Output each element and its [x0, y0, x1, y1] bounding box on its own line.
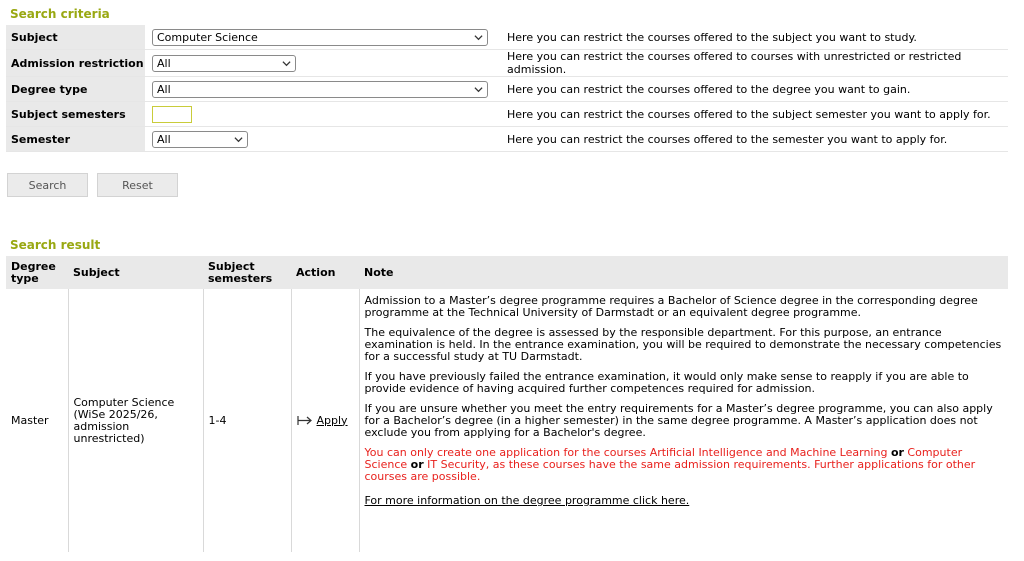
semester-value: All	[157, 132, 171, 146]
semester-hint: Here you can restrict the courses offered to the semester you want to apply for.	[501, 127, 1008, 152]
note-paragraph: The equivalence of the degree is assessed by the responsible department. For this purpose, an entrance examination is held. In the entrance examination, you will be required to demonstrate the necessary competencies for a successful study at TU Darmstadt.	[364, 326, 1002, 363]
subject-select-value: Computer Science	[157, 30, 258, 44]
cell-subject: Computer Science (WiSe 2025/26, admission unrestricted)	[68, 289, 203, 552]
chevron-down-icon	[474, 85, 483, 94]
or-text: or	[410, 458, 424, 471]
degree-type-hint: Here you can restrict the courses offered to the degree you want to gain.	[501, 77, 1008, 102]
degree-type-label: Degree type	[6, 77, 145, 102]
search-result-table	[6, 256, 1008, 552]
subject-select[interactable]	[152, 29, 488, 46]
note-paragraph: If you are unsure whether you meet the entry requirements for a Master’s degree programme, you can also apply for a Bachelor’s degree (in a higher semester) in the same degree programme. A Master’s application does not exclude you from applying for a Bachelor's degree.	[364, 402, 993, 439]
subject-label: Subject	[6, 25, 145, 50]
col-subject: Subject	[68, 256, 203, 289]
subject-semesters-hint: Here you can restrict the courses offered to the subject semester you want to apply for.	[501, 102, 1008, 127]
admission-restriction-select[interactable]	[152, 55, 296, 72]
col-subject-semesters: Subject semesters	[203, 256, 291, 289]
col-action: Action	[291, 256, 359, 289]
apply-link[interactable]	[297, 414, 348, 427]
semester-select[interactable]	[152, 131, 248, 148]
warning-text: IT Security, as these courses have the same admission requirements. Further applications for other courses are possible.	[364, 458, 976, 483]
cell-note	[359, 289, 1008, 552]
criteria-row-subject	[6, 25, 1008, 50]
subject-semesters-label: Subject semesters	[6, 102, 145, 127]
search-button[interactable]: Search	[7, 173, 88, 197]
arrow-right-icon	[297, 415, 313, 426]
criteria-row-degree-type	[6, 77, 1008, 102]
admission-restriction-hint: Here you can restrict the courses offered to courses with unrestricted or restricted admission.	[501, 50, 1008, 77]
search-criteria-title: Search criteria	[10, 7, 110, 21]
chevron-down-icon	[282, 59, 291, 68]
search-result-title: Search result	[10, 238, 101, 252]
semester-label: Semester	[6, 127, 145, 152]
subject-semesters-input[interactable]	[152, 106, 192, 123]
reset-button[interactable]: Reset	[97, 173, 178, 197]
note-warning	[365, 447, 1004, 483]
note-paragraph: If you have previously failed the entrance examination, it would only make sense to reapply if you are able to provide evidence of having acquired further competences required for admission.	[364, 370, 969, 395]
warning-text: You can only create one application for the courses Artificial Intelligence and Machine Learning	[364, 446, 888, 459]
subject-hint: Here you can restrict the courses offered to the subject you want to study.	[501, 25, 1008, 50]
cell-semesters: 1-4	[203, 289, 291, 552]
degree-type-value: All	[157, 82, 171, 96]
admission-restriction-value: All	[157, 56, 171, 70]
apply-link-label: Apply	[316, 413, 348, 427]
degree-type-select[interactable]	[152, 81, 488, 98]
col-note: Note	[359, 256, 1008, 289]
result-header-row	[6, 256, 1008, 289]
criteria-row-semester	[6, 127, 1008, 152]
chevron-down-icon	[474, 33, 483, 42]
table-row	[6, 289, 1008, 552]
criteria-row-subject-semesters	[6, 102, 1008, 127]
warning-text: Computer Science	[364, 446, 963, 471]
cell-degree-type: Master	[6, 289, 68, 552]
or-text: or	[890, 446, 904, 459]
note-paragraph: Admission to a Master’s degree programme requires a Bachelor of Science degree in the corresponding degree programme at the Technical University of Darmstadt or an equivalent degree programme.	[364, 294, 978, 319]
search-criteria-table	[6, 25, 1008, 152]
more-info-link[interactable]: For more information on the degree programme click here.	[364, 494, 690, 507]
cell-action	[291, 289, 359, 552]
chevron-down-icon	[234, 135, 243, 144]
col-degree-type: Degree type	[6, 256, 68, 289]
criteria-row-admission	[6, 50, 1008, 77]
admission-restriction-label: Admission restriction	[6, 50, 145, 77]
